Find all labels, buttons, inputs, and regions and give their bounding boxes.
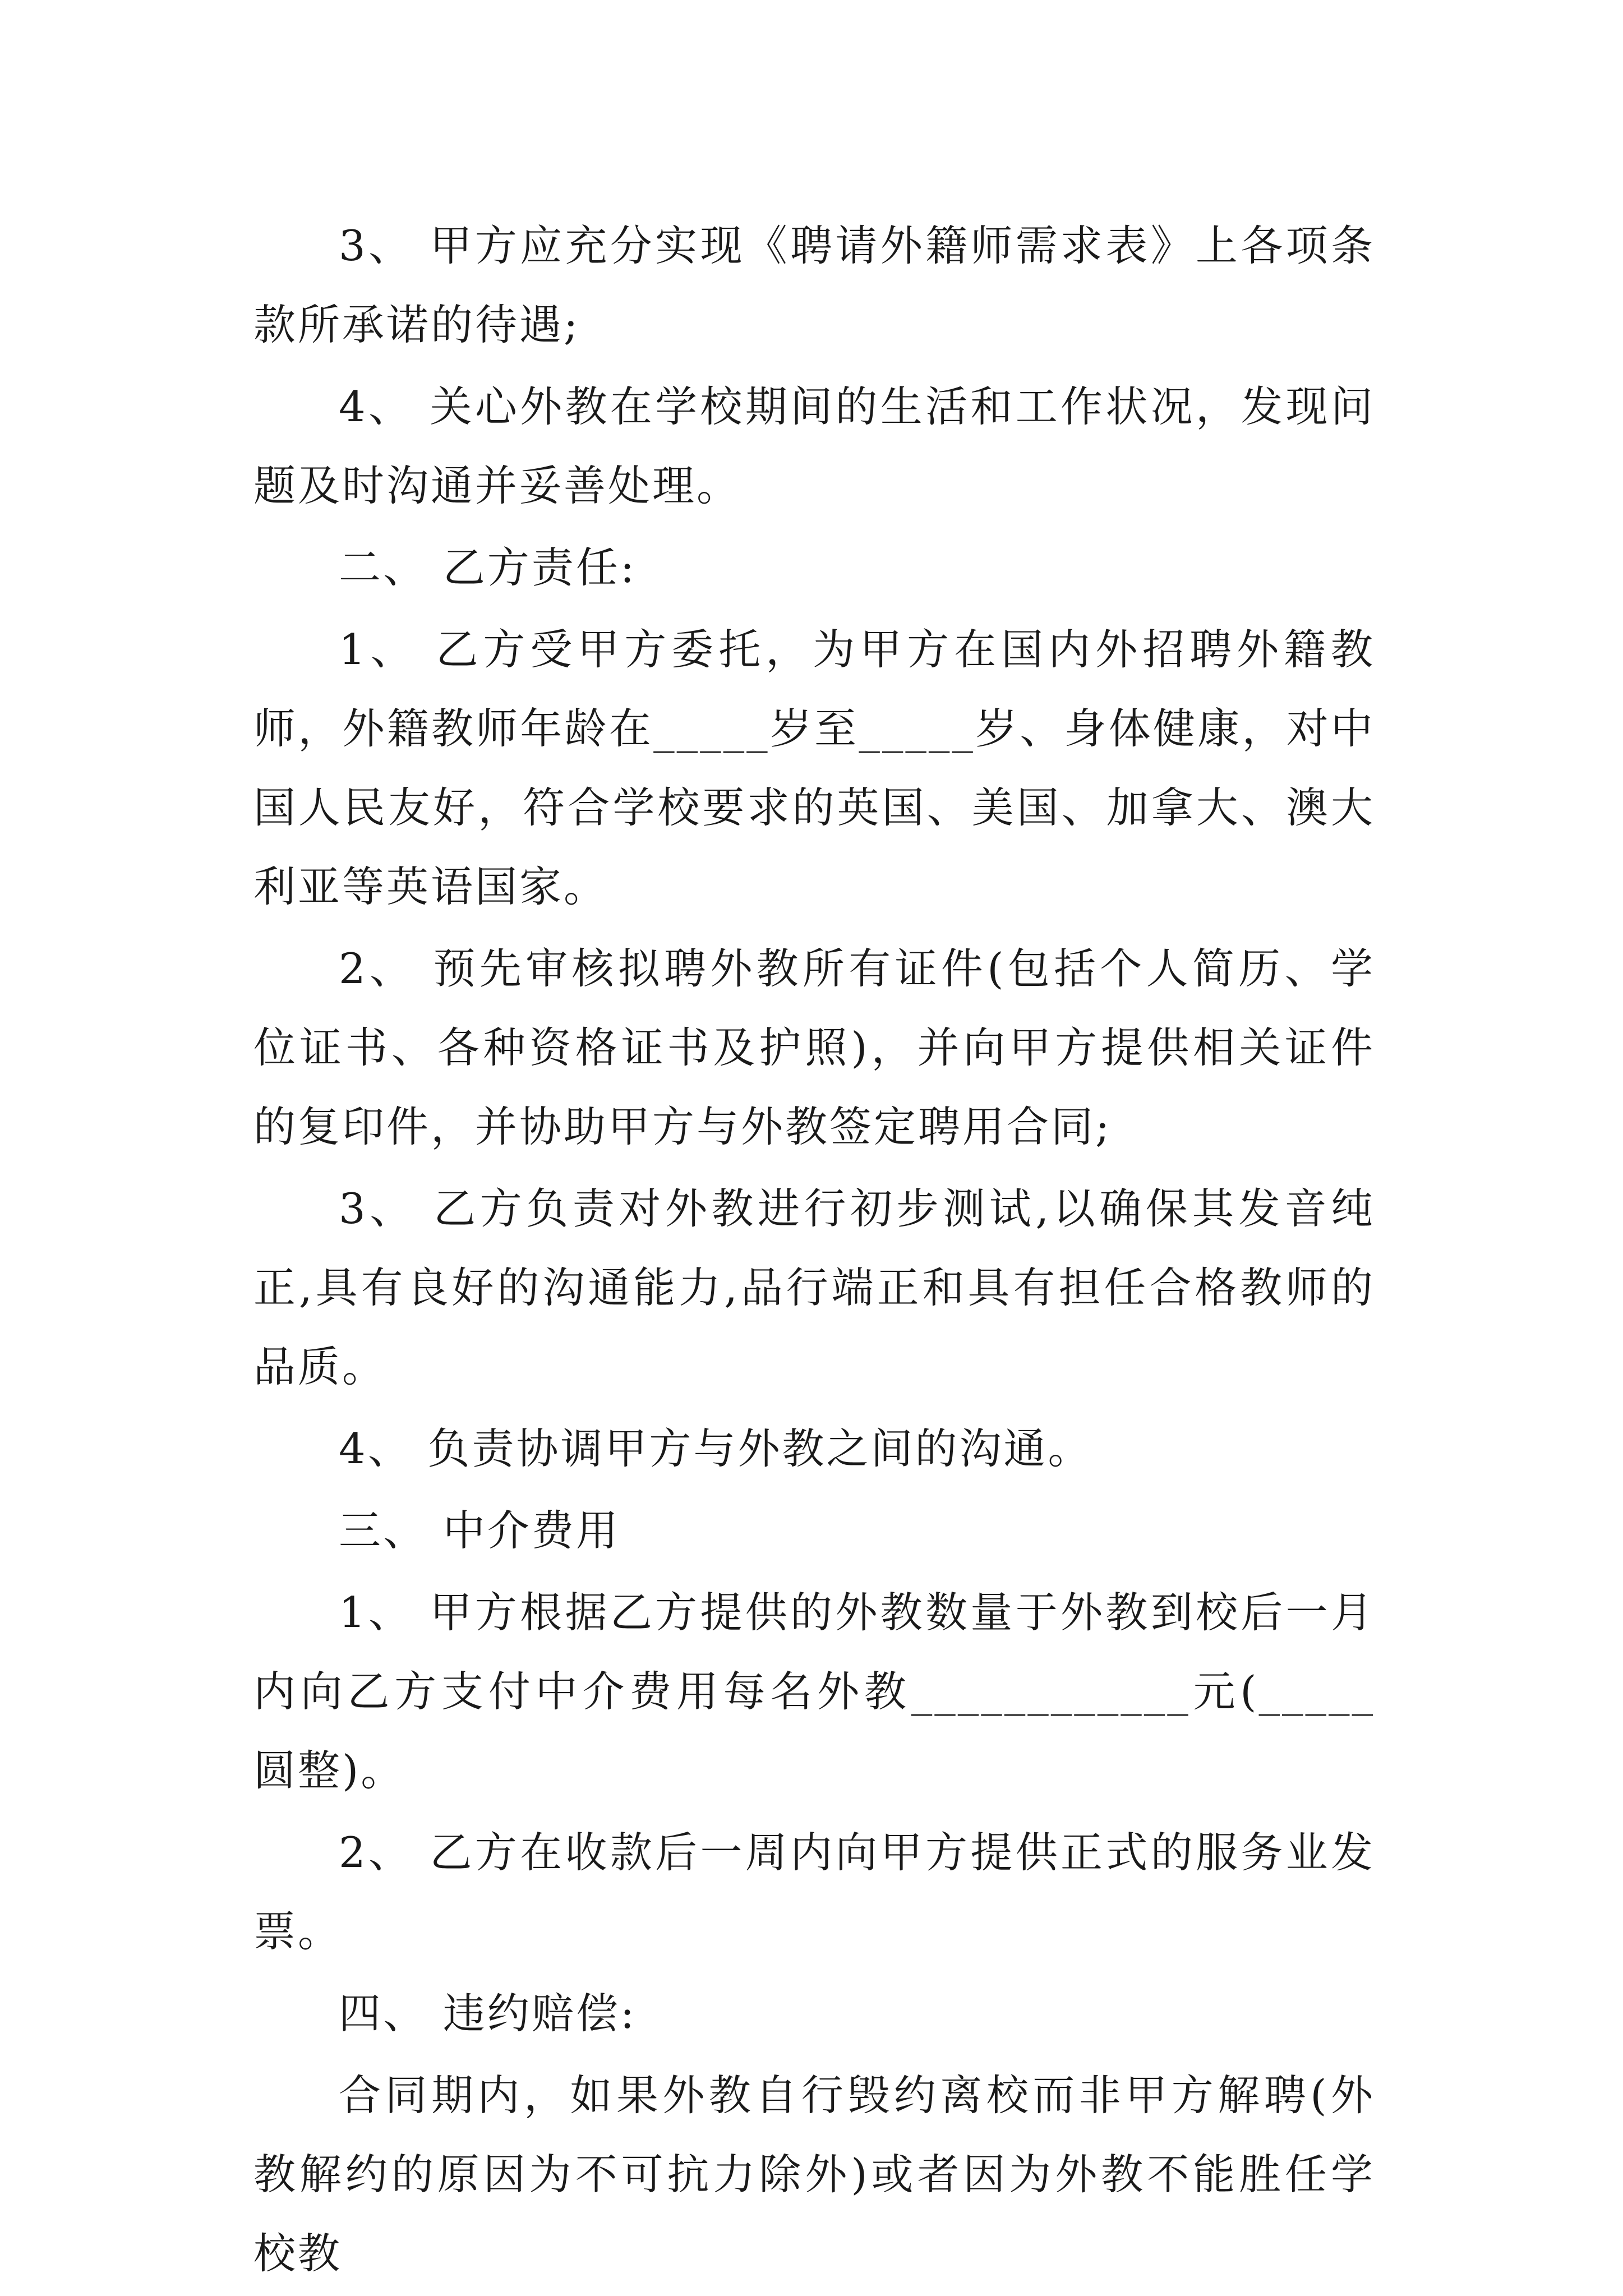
clause-party-a-3: 3、 甲方应充分实现《聘请外籍师需求表》上各项条款所承诺的待遇; [253, 221, 1375, 349]
clause-fees-1: 1、 甲方根据乙方提供的外教数量于外教到校后一月内向乙方支付中介费用每名外教____________元(_____圆整)。 [253, 1588, 1375, 1795]
clause-party-b-3: 3、 乙方负责对外教进行初步测试,以确保其发音纯正,具有良好的沟通能力,品行端正和具有担任合格教师的品质。 [253, 1184, 1375, 1391]
clause-party-a-4: 4、 关心外教在学校期间的生活和工作状况，发现问题及时沟通并妥善处理。 [253, 382, 1375, 510]
clause-breach-text: 合同期内，如果外教自行毁约离校而非甲方解聘(外教解约的原因为不可抗力除外)或者因为外教不能胜任学校教 [253, 2071, 1375, 2278]
clause-party-b-4: 4、 负责协调甲方与外教之间的沟通。 [339, 1424, 1092, 1473]
section-heading-breach: 四、 违约赔偿: [339, 1989, 637, 2038]
section-heading-fees: 三、 中介费用 [339, 1506, 620, 1555]
document-body [253, 206, 1375, 2296]
clause-party-b-1: 1、 乙方受甲方委托，为甲方在国内外招聘外籍教师，外籍教师年龄在_____岁至_____岁、身体健康，对中国人民友好，符合学校要求的英国、美国、加拿大、澳大利亚等英语国家。 [253, 625, 1375, 911]
section-heading-party-b: 二、 乙方责任: [339, 543, 637, 592]
clause-party-b-2: 2、 预先审核拟聘外教所有证件(包括个人简历、学位证书、各种资格证书及护照)，并向甲方提供相关证件的复印件，并协助甲方与外教签定聘用合同; [253, 944, 1375, 1151]
clause-fees-2: 2、 乙方在收款后一周内向甲方提供正式的服务业发票。 [253, 1828, 1375, 1956]
